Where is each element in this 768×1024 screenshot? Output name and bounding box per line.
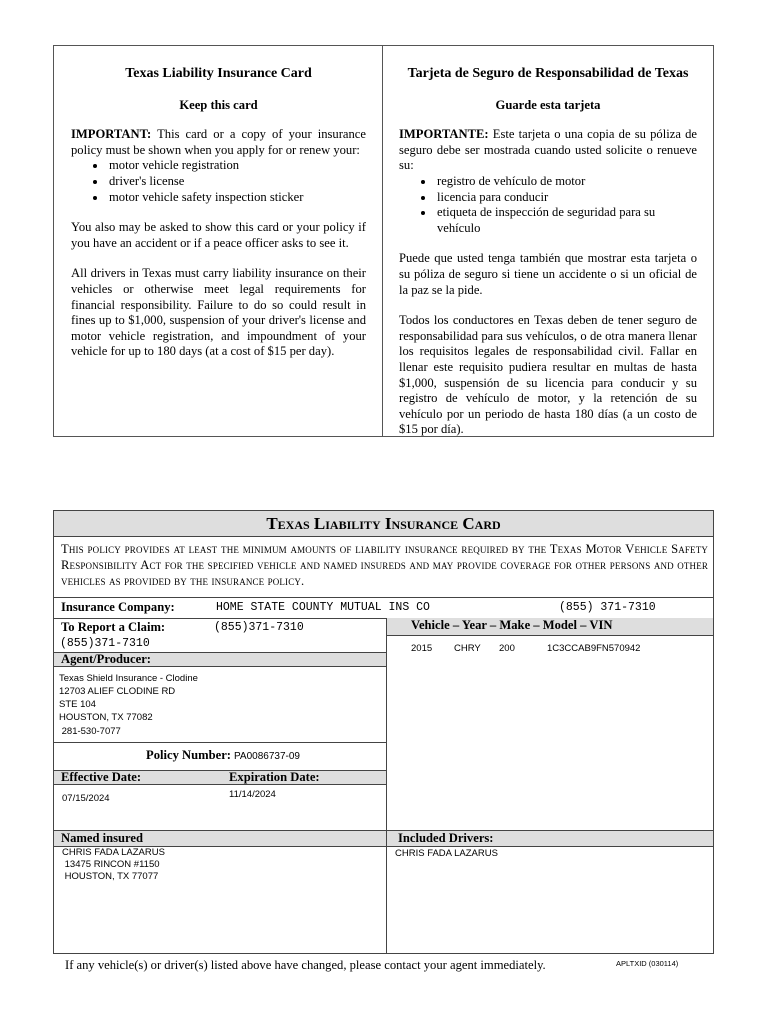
english-important-text: This card or a copy of your insurance policy must be shown when you apply for or renew your: <box>71 127 366 157</box>
vehicle-model: 200 <box>499 643 515 654</box>
card-title: Texas Liability Insurance Card <box>54 511 713 537</box>
expiration-date-label: Expiration Date: <box>229 770 320 784</box>
english-bullet: • motor vehicle safety inspection sticker <box>107 190 366 206</box>
form-code: APLTXID (030114) <box>616 959 679 968</box>
policy-number-value: PA0086737-09 <box>234 751 300 762</box>
effective-date-value: 07/15/2024 <box>62 793 110 804</box>
card-intro: This policy provides at least the minimum amounts of liability insurance required by the Texas Motor Vehicle Safety Responsibility Act for the specified vehicle and named insureds and may provide coverage for other persons and other vehicles as provided by the insurance policy. <box>61 542 708 588</box>
insurance-company-label: Insurance Company: <box>61 600 175 614</box>
footer-note: If any vehicle(s) or driver(s) listed above have changed, please contact your agent immediately. <box>65 958 546 972</box>
vehicle-drivers-panel <box>387 618 713 954</box>
vehicle-header-bar <box>387 618 713 636</box>
named-insured-label: Named insured <box>61 831 143 845</box>
vehicle-make: CHRY <box>454 643 481 654</box>
english-paragraph-3: All drivers in Texas must carry liability insurance on their vehicles or otherwise meet legal requirements for financial responsibility. Failure to do so could result in fines up to $1,000, suspension of your driver's license and motor vehicle registration, and impoundment of your vehicle for up to 180 days (at a cost of $15 per day). <box>71 266 366 359</box>
named-insured-line: HOUSTON, TX 77077 <box>62 871 159 882</box>
english-bullet-list <box>71 158 366 205</box>
named-insured-line: 13475 RINCON #1150 <box>62 859 160 870</box>
named-insured-line: CHRIS FADA LAZARUS <box>62 847 165 858</box>
policy-details-panel <box>54 618 387 954</box>
english-title: Texas Liability Insurance Card <box>125 66 312 81</box>
drivers-header-bar <box>387 830 713 847</box>
spanish-paragraph-2: Puede que usted tenga también que mostrar esta tarjeta o su póliza de seguro si tiene un accidente o si un oficial de la paz se la pide. <box>399 251 697 297</box>
spanish-important-label: IMPORTANTE: <box>399 127 489 142</box>
english-paragraph-2: You also may be asked to show this card or your policy if you have an accident or if a peace officer asks to see it. <box>71 220 366 250</box>
english-bullet: • motor vehicle registration <box>107 158 366 174</box>
report-claim-label: To Report a Claim: <box>61 620 166 634</box>
agent-line: 12703 ALIEF CLODINE RD <box>59 686 176 697</box>
spanish-important-text: Este tarjeta o una copia de su póliza de seguro debe ser mostrada cuando usted solicite o renueve su: <box>399 127 697 173</box>
agent-line: STE 104 <box>59 699 96 710</box>
named-insured-header-bar <box>54 830 386 847</box>
agent-producer-label: Agent/Producer: <box>61 652 152 666</box>
spanish-important <box>399 127 697 174</box>
expiration-date-value: 11/14/2024 <box>229 789 276 800</box>
report-claim-phone-secondary: (855)371-7310 <box>60 637 150 650</box>
spanish-bullet-list <box>399 174 697 236</box>
liability-insurance-card <box>53 510 714 954</box>
english-important <box>71 127 366 158</box>
included-drivers-label: Included Drivers: <box>398 831 494 845</box>
agent-line: 281-530-7077 <box>59 726 121 737</box>
insurance-company-name: HOME STATE COUNTY MUTUAL INS CO <box>216 601 430 614</box>
spanish-bullet: • registro de vehículo de motor <box>435 174 697 190</box>
info-card-bilingual <box>53 45 714 437</box>
spanish-bullet: • licencia para conducir <box>435 190 697 206</box>
english-keep-card: Keep this card <box>179 97 258 112</box>
insurance-company-phone: (855) 371-7310 <box>559 601 656 614</box>
english-important-label: IMPORTANT: <box>71 127 152 142</box>
effective-date-label: Effective Date: <box>61 770 142 784</box>
english-bullet: • driver's license <box>107 174 366 190</box>
report-claim-phone: (855)371-7310 <box>214 621 304 634</box>
spanish-title: Tarjeta de Seguro de Responsabilidad de Texas <box>407 66 689 81</box>
policy-number-label: Policy Number: <box>146 748 231 762</box>
vehicle-label: Vehicle – Year – Make – Model – VIN <box>411 618 613 632</box>
spanish-keep-card: Guarde esta tarjeta <box>495 97 601 112</box>
spanish-paragraph-3: Todos los conductores en Texas deben de tener seguro de responsabilidad para sus vehículos, o de otra manera llenar los requisitos legales de responsabilidad civil. Fallar en llenar este requisito pudiera resultar en multas de hasta $1,000, suspensión de su licencia para conducir y su registro de vehículo de motor, y la retención de su vehículo por un periodo de hasta 180 días (a un costo de $15 por día). <box>399 313 697 437</box>
agent-line: HOUSTON, TX 77082 <box>59 712 153 723</box>
english-section <box>54 46 383 436</box>
insurance-company-row <box>54 597 713 619</box>
agent-line: Texas Shield Insurance - Clodine <box>59 673 198 684</box>
spanish-bullet: • etiqueta de inspección de seguridad para su vehículo <box>435 205 697 236</box>
spanish-section <box>383 46 713 436</box>
included-driver-name: CHRIS FADA LAZARUS <box>395 848 498 859</box>
dates-header-bar <box>54 770 386 785</box>
agent-header-bar <box>54 652 386 667</box>
vehicle-vin: 1C3CCAB9FN570942 <box>547 643 641 654</box>
vehicle-year: 2015 <box>411 643 433 654</box>
